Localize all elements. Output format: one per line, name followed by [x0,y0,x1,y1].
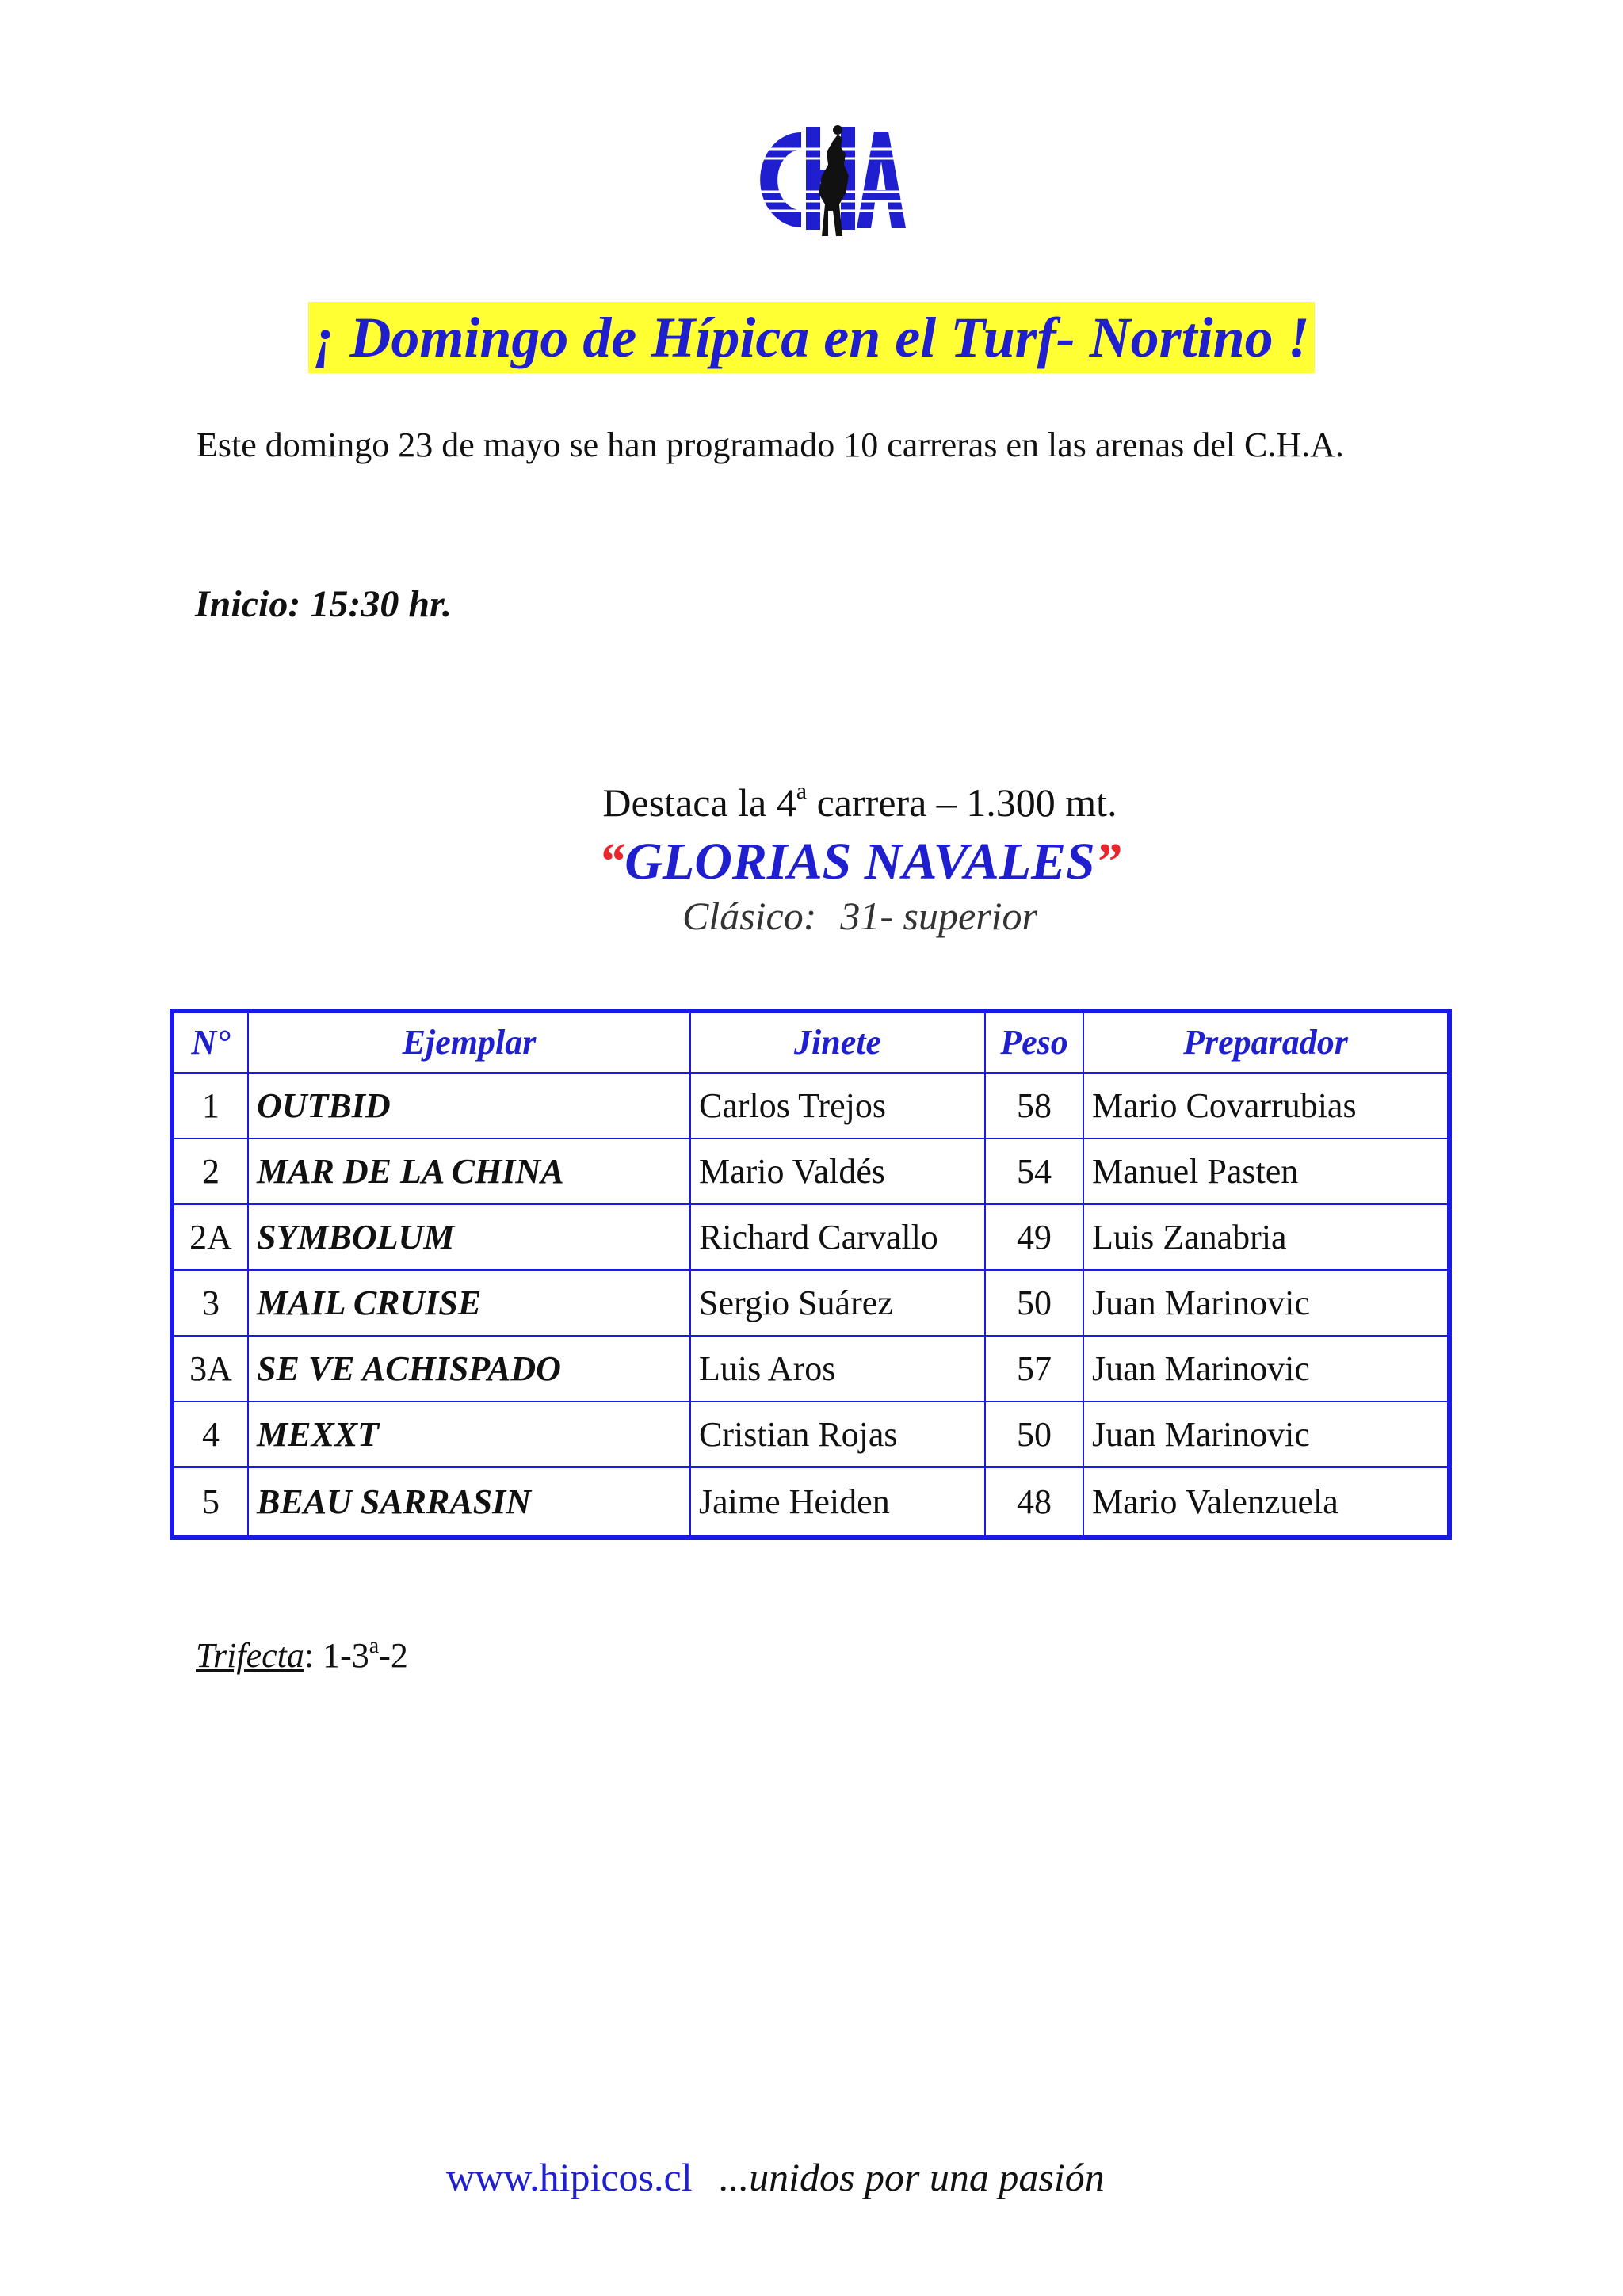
cell-number: 3A [174,1337,249,1402]
page-headline: ¡ Domingo de Hípica en el Turf- Nortino ! [308,302,1314,373]
cell-jockey: Carlos Trejos [691,1074,986,1139]
cell-jockey: Mario Valdés [691,1139,986,1205]
cell-jockey: Luis Aros [691,1337,986,1402]
feature-suffix: carrera – 1.300 mt. [807,780,1117,825]
cell-horse: OUTBID [249,1074,691,1139]
cell-number: 1 [174,1074,249,1139]
table-row [174,1402,1447,1468]
table-row [174,1074,1447,1139]
cell-weight: 58 [986,1074,1084,1139]
cell-jockey: Sergio Suárez [691,1271,986,1337]
trifecta-separator: : [304,1636,315,1675]
feature-race-class [0,891,1623,941]
runners-table [170,1009,1452,1540]
cell-weight: 49 [986,1205,1084,1271]
feature-prefix: Destaca la 4 [602,780,796,825]
cell-trainer: Manuel Pasten [1084,1139,1447,1205]
class-label: Clásico: [682,894,817,938]
table-row [174,1271,1447,1337]
cell-number: 2A [174,1205,249,1271]
start-time: Inicio: 15:30 hr. [195,583,453,625]
cell-number: 2 [174,1139,249,1205]
cell-weight: 50 [986,1402,1084,1468]
cell-number: 4 [174,1402,249,1468]
table-row [174,1337,1447,1402]
cell-jockey: Jaime Heiden [691,1468,986,1535]
trifecta-result [196,1630,408,1681]
cell-horse: MAR DE LA CHINA [249,1139,691,1205]
cell-horse: SYMBOLUM [249,1205,691,1271]
footer-website-link[interactable]: www.hipicos.cl [446,2155,693,2199]
cell-number: 3 [174,1271,249,1337]
table-row [174,1468,1447,1535]
header-jockey: Jinete [691,1013,986,1074]
cell-jockey: Richard Carvallo [691,1205,986,1271]
cell-horse: SE VE ACHISPADO [249,1337,691,1402]
cell-trainer: Mario Valenzuela [1092,1482,1338,1521]
trifecta-value-start: 1-3 [314,1636,369,1675]
class-value: 31- superior [840,894,1038,938]
trifecta-ordinal: a [369,1634,380,1658]
horse-jockey-icon [749,117,907,240]
feature-race-line [0,776,1623,829]
header-number: N° [174,1013,249,1074]
header-weight: Peso [986,1013,1084,1074]
cell-jockey: Cristian Rojas [691,1402,986,1468]
cell-weight: 57 [986,1337,1084,1402]
trifecta-value-end: -2 [379,1636,408,1675]
cell-trainer: Luis Zanabria [1084,1205,1447,1271]
cell-horse: BEAU SARRASIN [249,1468,691,1535]
cell-trainer: Mario Covarrubias [1084,1074,1447,1139]
trifecta-label: Trifecta [196,1636,304,1675]
cell-weight: 50 [986,1271,1084,1337]
header-trainer: Preparador [1084,1013,1447,1074]
intro-text: Este domingo 23 de mayo se han programado 10 carreras en las arenas del C.H.A. [197,425,1344,464]
feature-race-name [0,830,1623,894]
cell-horse: MAIL CRUISE [249,1271,691,1337]
headline-container [0,302,1623,373]
cell-trainer: Juan Marinovic [1084,1337,1447,1402]
table-row [174,1139,1447,1205]
page-footer [446,2152,1105,2203]
cell-weight: 48 [986,1468,1084,1535]
table-header-row [174,1013,1447,1074]
close-quote: ” [1094,833,1121,891]
cell-number: 5 [174,1468,249,1535]
cell-weight: 54 [986,1139,1084,1205]
cell-horse: MEXXT [249,1402,691,1468]
cell-trainer: Juan Marinovic [1084,1271,1447,1337]
table-row [174,1205,1447,1271]
footer-tagline: ...unidos por una pasión [719,2155,1105,2199]
race-name: GLORIAS NAVALES [624,833,1095,891]
header-horse: Ejemplar [249,1013,691,1074]
cha-logo [749,117,907,240]
open-quote: “ [598,833,625,891]
cell-trainer: Juan Marinovic [1084,1402,1447,1468]
feature-ordinal: a [796,778,808,804]
